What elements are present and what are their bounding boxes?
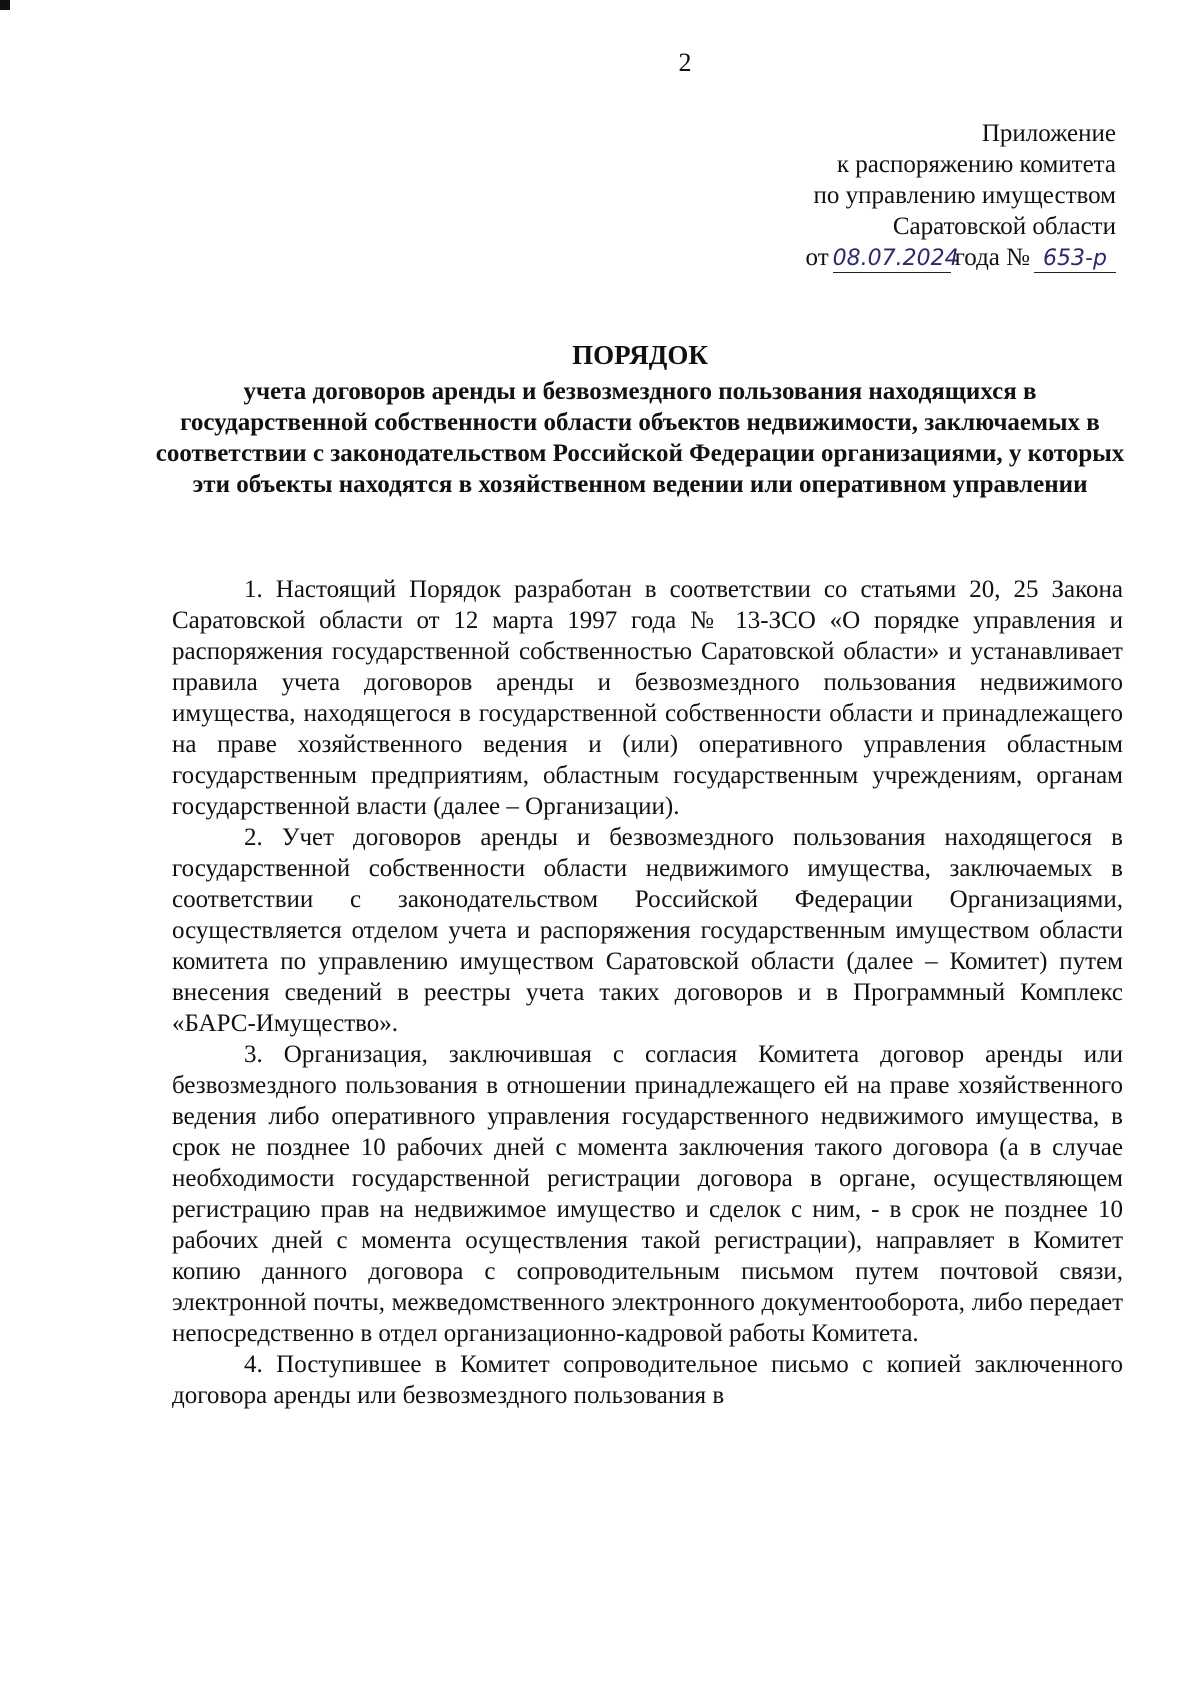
paragraph-3: 3. Организация, заключившая с согласия Комитета договор аренды или безвозмездного пользования в отношении принадлежащего ей на праве хозяйственного ведения либо оперативного управления государственного недвижимого имущества, в срок не позднее 10 рабочих дней с момента заключения такого договора (а в случае необходимости государственной регистрации договора в органе, осуществляющем регистрацию прав на недвижимое имущество и сделок с ним, - в срок не позднее 10 рабочих дней с момента осуществления такой регистрации), направляет в Комитет копию данного договора с сопроводительным письмом путем почтовой связи, электронной почты, межведомственного электронного документооборота, либо передает непосредственно в отдел организационно-кадровой работы Комитета. bbox=[172, 1041, 1123, 1347]
paragraph-1: 1. Настоящий Порядок разработан в соответствии со статьями 20, 25 Закона Саратовской области от 12 марта 1997 года № 13-ЗСО «О порядке управления и распоряжения государственной собственностью Саратовской области» и устанавливает правила учета договоров аренды и безвозмездного пользования недвижимого имущества, находящегося в государственной собственности области и принадлежащего на праве хозяйственного ведения и (или) оперативного управления областным государственным предприятиям, областным государственным учреждениям, органам государственной власти (далее – Организации). bbox=[172, 576, 1123, 820]
document-title: ПОРЯДОК bbox=[572, 340, 708, 370]
appendix-line-3: по управлению имуществом bbox=[813, 182, 1116, 209]
appendix-block bbox=[806, 118, 1116, 273]
page-number: 2 bbox=[678, 48, 692, 77]
date-prefix: от bbox=[805, 244, 829, 271]
handwritten-date: 08.07.2024 bbox=[832, 246, 959, 271]
appendix-line-1: Приложение bbox=[981, 120, 1116, 147]
document-subtitle: учета договоров аренды и безвозмездного пользования находящихся в государственной собственности области объектов недвижимости, заключаемых в соответствии с законодательством Российской Федерации организациями, у которых эти объекты находятся в хозяйственном ведении или оперативном управлении bbox=[155, 378, 1125, 498]
appendix-line-2: к распоряжению комитета bbox=[836, 151, 1116, 178]
document-body bbox=[172, 574, 1123, 1411]
document-title-block bbox=[150, 338, 1130, 500]
appendix-line-4: Саратовской области bbox=[892, 213, 1116, 240]
date-suffix: года № bbox=[954, 244, 1030, 271]
scan-corner-mark bbox=[0, 0, 10, 10]
paragraph-2: 2. Учет договоров аренды и безвозмездного пользования находящегося в государственной собственности области недвижимого имущества, заключаемых в соответствии с законодательством Российской Федерации Организациями, осуществляется отделом учета и распоряжения государственным имуществом области комитета по управлению имуществом Саратовской области (далее – Комитет) путем внесения сведений в реестры учета таких договоров и в Программный Комплекс «БАРС-Имущество». bbox=[172, 824, 1123, 1037]
paragraph-4: 4. Поступившее в Комитет сопроводительное письмо с копией заключенного договора аренды или безвозмездного пользования в bbox=[172, 1351, 1123, 1409]
appendix-date-line bbox=[806, 242, 1116, 273]
handwritten-number: 653-р bbox=[1034, 246, 1116, 273]
